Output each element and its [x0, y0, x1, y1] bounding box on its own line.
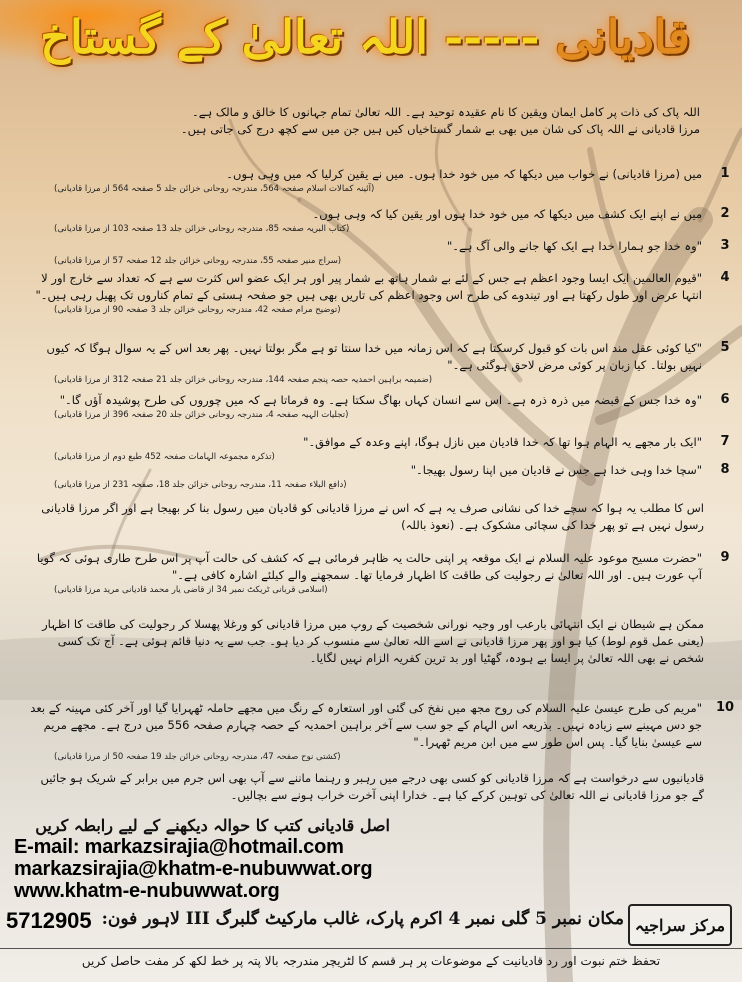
- item-reference: (کشتی نوح صفحہ 47، مندرجہ روحانی خزائن جلد 19 صفحہ 50 از مرزا قادیانی): [54, 752, 341, 762]
- item-reference: (ضمیمہ براہین احمدیہ حصہ پنجم صفحہ 144، مندرجہ روحانی خزائن جلد 21 صفحہ 312 از مرزا قادیانی): [54, 375, 433, 385]
- item-number: 3: [720, 238, 730, 253]
- intro-line: مرزا قادیانی نے اللہ پاک کی شان میں بھی بے شمار گستاخیاں کیں ہیں جن میں سے کچھ درج کی جاتی ہیں۔: [180, 122, 700, 136]
- quote-item-6: [28, 392, 728, 421]
- title-dashes: -----: [444, 10, 540, 64]
- page-title: [40, 10, 690, 64]
- address-bar: [0, 902, 742, 944]
- contact-email[interactable]: E-mail: markazsirajia@hotmail.com: [14, 836, 344, 858]
- quote-item-4: [28, 270, 728, 316]
- item-reference: (توضیح مرام صفحہ 42، مندرجہ روحانی خزائن جلد 3 صفحہ 90 از مرزا قادیانی): [54, 305, 341, 315]
- divider: [0, 948, 742, 949]
- item-reference: (تجلیات الہیہ صفحہ 4، مندرجہ روحانی خزائن جلد 20 صفحہ 396 از مرزا قادیانی): [54, 410, 349, 420]
- item-reference: (کتاب البریہ صفحہ 85، مندرجہ روحانی خزائن جلد 13 صفحہ 103 از مرزا قادیانی): [54, 224, 350, 234]
- commentary: ممکن ہے شیطان نے ایک انتہائی بارعب اور وجیہ نورانی شخصیت کے روپ میں مرزا قادیانی کو ورغلا پھسلا کر رجولیت کی طاقت کا اظہار (یعنی عمل قوم لوط) کیا ہو اور پھر مرزا قادیانی نے اسے اللہ تعالیٰ سے منسوب کر دیا ہو۔ جب سے یہ دنیا قائم ہوئی ہے۔ آج تک کسی شخص نے بھی اللہ تعالیٰ پر ایسا بے ہودہ، گھٹیا اور بد ترین کفریہ الزام نہیں لگایا۔: [42, 617, 704, 665]
- quote-item-8: [28, 462, 728, 491]
- phone-number: 5712905: [6, 908, 92, 933]
- markaz-logo: مرکز سراجیہ: [628, 904, 732, 946]
- title-part1: قادیانی: [555, 10, 690, 64]
- item-reference: (سراج منیر صفحہ 55، مندرجہ روحانی خزائن جلد 12 صفحہ 57 از مرزا قادیانی): [54, 256, 342, 266]
- contact-email-2[interactable]: markazsirajia@khatm-e-nubuwwat.org: [14, 858, 373, 880]
- item-text: "سچا خدا وہی خدا ہے جس نے قادیان میں اپنا رسول بھیجا۔": [410, 463, 702, 477]
- warning: قادیانیوں سے درخواست ہے کہ مرزا قادیانی کو کسی بھی درجے میں رہبر و رہنما ماننے سے آپ بھی اس جرم میں برابر کے شریک ہو جائیں گے جو مرزا قادیانی نے اللہ تعالیٰ کی توہین کرکے کیا ہے۔ خدارا اپنی آخرت خراب ہونے سے بچالیں۔: [40, 771, 704, 802]
- item-text: میں (مرزا قادیانی) نے خواب میں دیکھا کہ میں خود خدا ہوں۔ میں نے یقین کرلیا کہ میں وہی ہوں۔: [226, 167, 702, 181]
- item-number: 5: [720, 340, 730, 355]
- item-text: "کیا کوئی عقل مند اس بات کو قبول کرسکتا ہے کہ اس زمانہ میں خدا سنتا تو ہے مگر بولتا نہیں۔ پھر بعد اس کے یہ سوال ہوگا کہ کیوں نہیں بولتا۔ کیا زبان پر کوئی مرض لاحق ہوگئی ہے۔": [46, 341, 702, 372]
- item-text: "قیوم العالمین ایک ایسا وجود اعظم ہے جس کے لئے بے شمار ہاتھ بے شمار پیر اور ہر ایک عضو اس کثرت سے ہے کہ تعداد سے خارج اور لا انتہا عرض اور طول رکھتا ہے اور تیندوے کی طرح اس وجود اعظم کی تاریں بھی ہیں جو صفحہ ہستی کے تمام کناروں تک پھیل رہی ہیں۔": [35, 271, 702, 302]
- intro-line: اللہ پاک کی ذات پر کامل ایمان ویقین کا نام عقیدہ توحید ہے۔ اللہ تعالیٰ تمام جہانوں کا خالق و مالک ہے۔: [191, 105, 700, 119]
- quote-item-2: [28, 206, 728, 235]
- item-text: "مریم کی طرح عیسیٰ علیہ السلام کی روح مجھ میں نفخ کی گئی اور استعارہ کے رنگ میں مجھے حاملہ ٹھہرایا گیا اور آخر کئی مہینہ کے بعد جو دس مہینے سے زیادہ نہیں۔ بذریعہ اس الہام کے جو سب سے آخر براہین احمدیہ کے حصہ چہارم صفحہ 556 میں درج ہے۔ مجھے مریم سے عیسیٰ بنایا گیا۔ پس اس طور سے میں ابن مریم ٹھہرا۔": [30, 701, 702, 749]
- item-text: "وہ خدا جو ہمارا خدا ہے ایک کھا جانے والی آگ ہے۔": [447, 239, 702, 253]
- item-reference: (تذکرہ مجموعہ الہامات صفحہ 452 طبع دوم از مرزا قادیانی): [54, 452, 275, 462]
- item-reference: (دافع البلاء صفحہ 11، مندرجہ روحانی خزائن جلد 18، صفحہ 231 از مرزا قادیانی): [54, 480, 347, 490]
- item-text: "ایک بار مجھے یہ الہام ہوا تھا کہ خدا قادیان میں نازل ہوگا، اپنے وعدہ کے موافق۔": [303, 435, 702, 449]
- quote-item-10: [28, 700, 735, 763]
- explanation: اس کا مطلب یہ ہوا کہ سچے خدا کی نشانی صرف یہ ہے کہ اس نے مرزا قادیانی کو قادیان میں رسول بنا کر بھیجا ہے اور اگر مرزا قادیانی رسول نہیں ہے تو پھر خدا کی سچائی مشکوک ہے۔ (نعوذ باللہ): [41, 501, 704, 532]
- item-number: 9: [720, 550, 730, 565]
- title-part2: اللہ تعالیٰ کے گستاخ: [40, 10, 429, 64]
- item-number: 4: [720, 270, 730, 285]
- footer-text: تحفظ ختم نبوت اور رد قادیانیت کے موضوعات پر ہر قسم کا لٹریچر مندرجہ بالا پتہ پر خط لکھ کر مفت حاصل کریں: [81, 954, 661, 968]
- quote-item-3: [28, 238, 728, 267]
- title-banner: [40, 4, 690, 104]
- item-number: 1: [720, 166, 730, 181]
- quote-item-5: [28, 340, 728, 386]
- item-number: 2: [720, 206, 730, 221]
- quote-item-1: [28, 166, 728, 195]
- item-reference: (آئینہ کمالات اسلام صفحہ 564، مندرجہ روحانی خزائن جلد 5 صفحہ 564 از مرزا قادیانی): [54, 184, 375, 194]
- quote-item-9: [28, 550, 728, 596]
- item-text: "حضرت مسیح موعود علیہ السلام نے ایک موقعہ پر اپنی حالت یہ ظاہر فرمائی ہے کہ کشف کی حالت آپ پر اس طرح طاری ہوئی کہ گویا آپ عورت ہیں۔ اور اللہ تعالیٰ نے رجولیت کی طاقت کا اظہار فرمایا تھا۔ سمجھنے والے کیلئے اشارہ کافی ہے۔": [36, 551, 702, 582]
- item-text: میں نے اپنے ایک کشف میں دیکھا کہ میں خود خدا ہوں اور یقین کیا کہ وہی ہوں۔: [312, 207, 702, 221]
- item-number: 7: [720, 434, 730, 449]
- contact-heading: اصل قادیانی کتب کا حوالہ دیکھنے کے لیے رابطہ کریں: [35, 816, 390, 835]
- item-number: 8: [720, 462, 730, 477]
- item-number: 6: [720, 392, 730, 407]
- item-reference: (اسلامی قربانی ٹریکٹ نمبر 34 از قاضی یار محمد قادیانی مرید مرزا قادیانی): [54, 585, 328, 595]
- intro: [40, 104, 700, 138]
- contact-website[interactable]: www.khatm-e-nubuwwat.org: [14, 880, 280, 902]
- address-text: مکان نمبر 5 گلی نمبر 4 اکرم پارک، غالب مارکیٹ گلبرگ III لاہور فون:: [101, 909, 624, 929]
- item-number: 10: [715, 700, 735, 715]
- item-text: "وہ خدا جس کے قبضہ میں ذرہ ذرہ ہے۔ اس سے انسان کہاں بھاگ سکتا ہے۔ وہ فرماتا ہے کہ میں چوروں کی طرح پوشیدہ آؤں گا۔": [59, 393, 702, 407]
- quote-item-7: [28, 434, 728, 463]
